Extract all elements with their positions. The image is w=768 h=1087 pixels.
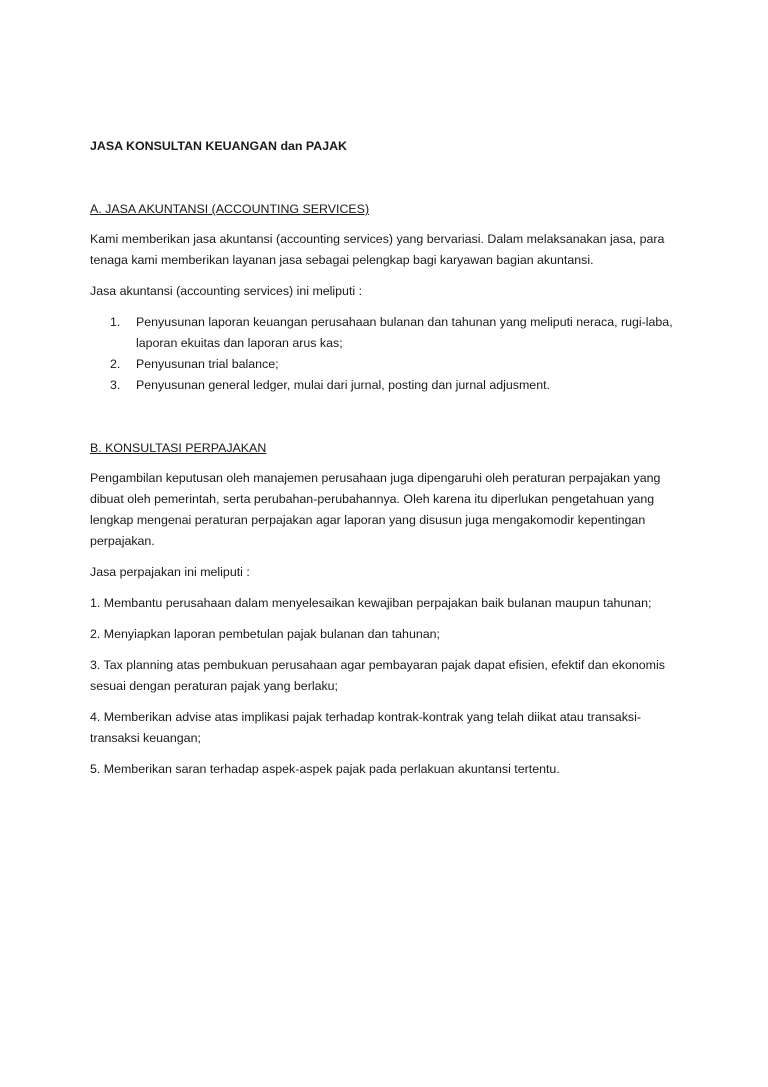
list-item <box>90 312 690 354</box>
section-b-item: 2. Menyiapkan laporan pembetulan pajak bulanan dan tahunan; <box>90 627 440 641</box>
list-item-number: 2. <box>110 357 121 371</box>
document-title: JASA KONSULTAN KEUANGAN dan PAJAK <box>90 139 348 153</box>
list-item-text: Penyusunan laporan keuangan perusahaan bulanan dan tahunan yang meliputi neraca, rugi-laba, laporan ekuitas dan laporan arus kas; <box>136 315 673 350</box>
list-item <box>90 375 690 396</box>
section-b-item: 3. Tax planning atas pembukuan perusahaan agar pembayaran pajak dapat efisien, efektif dan ekonomis sesuai dengan peraturan pajak yang berlaku; <box>90 658 665 693</box>
section-b-includes-label: Jasa perpajakan ini meliputi : <box>90 565 250 579</box>
document-body <box>90 136 690 780</box>
list-item-number: 3. <box>110 378 121 392</box>
list-item-text: Penyusunan trial balance; <box>136 357 279 371</box>
section-a-heading: A. JASA AKUNTANSI (ACCOUNTING SERVICES) <box>90 202 370 216</box>
section-a-intro: Kami memberikan jasa akuntansi (accounting services) yang bervariasi. Dalam melaksanakan jasa, para tenaga kami memberikan layanan jasa sebagai pelengkap bagi karyawan bagian akuntansi. <box>90 232 665 267</box>
list-item-number: 1. <box>110 315 121 329</box>
section-b-item: 4. Memberikan advise atas implikasi pajak terhadap kontrak-kontrak yang telah diikat atau transaksi-transaksi keuangan; <box>90 710 641 745</box>
section-b-item: 1. Membantu perusahaan dalam menyelesaikan kewajiban perpajakan baik bulanan maupun tahunan; <box>90 596 652 610</box>
section-b-item: 5. Memberikan saran terhadap aspek-aspek pajak pada perlakuan akuntansi tertentu. <box>90 762 560 776</box>
section-a-includes-label: Jasa akuntansi (accounting services) ini meliputi : <box>90 284 363 298</box>
section-a-list <box>90 312 690 396</box>
list-item-text: Penyusunan general ledger, mulai dari jurnal, posting dan jurnal adjusment. <box>136 378 550 392</box>
section-b-intro: Pengambilan keputusan oleh manajemen perusahaan juga dipengaruhi oleh peraturan perpajakan yang dibuat oleh pemerintah, serta perubahan-perubahannya. Oleh karena itu diperlukan pengetahuan yang lengkap mengenai peraturan perpajakan agar laporan yang disusun juga mengakomodir kepentingan perpajakan. <box>90 471 661 548</box>
list-item <box>90 354 690 375</box>
section-b-heading: B. KONSULTASI PERPAJAKAN <box>90 441 267 455</box>
